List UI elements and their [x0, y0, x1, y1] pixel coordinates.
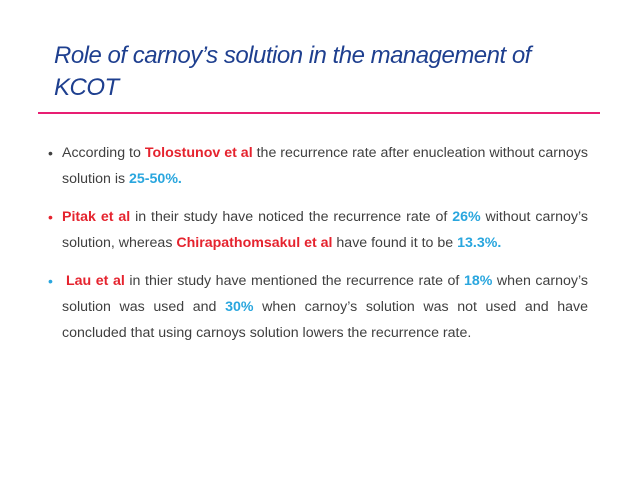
- slide-title: Role of carnoy’s solution in the management of KCOT: [54, 42, 531, 101]
- bullet-dot-icon: •: [48, 145, 53, 161]
- author-highlight: Lau et al: [66, 273, 125, 289]
- author-highlight: Chirapathomsakul et al: [176, 235, 333, 251]
- bullet-item-pitak: [48, 204, 588, 256]
- bullet-text: when carnoy’s solution was not used and have concluded that using carnoys solution lowers the recurrence rate.: [62, 299, 588, 341]
- bullet-text: have found it to be: [332, 235, 458, 251]
- bullet-item-lau: [48, 268, 588, 346]
- bullet-dot-icon: •: [48, 273, 53, 289]
- rate-highlight: 30%: [225, 299, 254, 315]
- bullet-text: in their study have noticed the recurrence rate of: [130, 209, 453, 225]
- rate-highlight: 18%: [463, 273, 493, 289]
- bullet-text: without carnoy’s solution, whereas: [62, 209, 588, 251]
- bullet-dot-icon: •: [48, 209, 53, 225]
- bullet-list: [48, 140, 588, 358]
- bullet-text: in thier study have mentioned the recurrence rate of: [124, 273, 464, 289]
- rate-highlight: 26%: [452, 209, 481, 225]
- bullet-text: the recurrence rate after enucleation without carnoys solution is: [62, 145, 588, 187]
- bullet-text: According to: [62, 145, 145, 161]
- rate-highlight: 25-50%.: [129, 171, 182, 187]
- title-divider: [38, 112, 600, 114]
- rate-highlight: 13.3%.: [457, 235, 502, 251]
- author-highlight: Pitak et al: [62, 209, 131, 225]
- bullet-text: when carnoy’s solution was used and: [62, 273, 588, 315]
- author-highlight: Tolostunov et al: [144, 145, 253, 161]
- bullet-item-tolostunov: [48, 140, 588, 192]
